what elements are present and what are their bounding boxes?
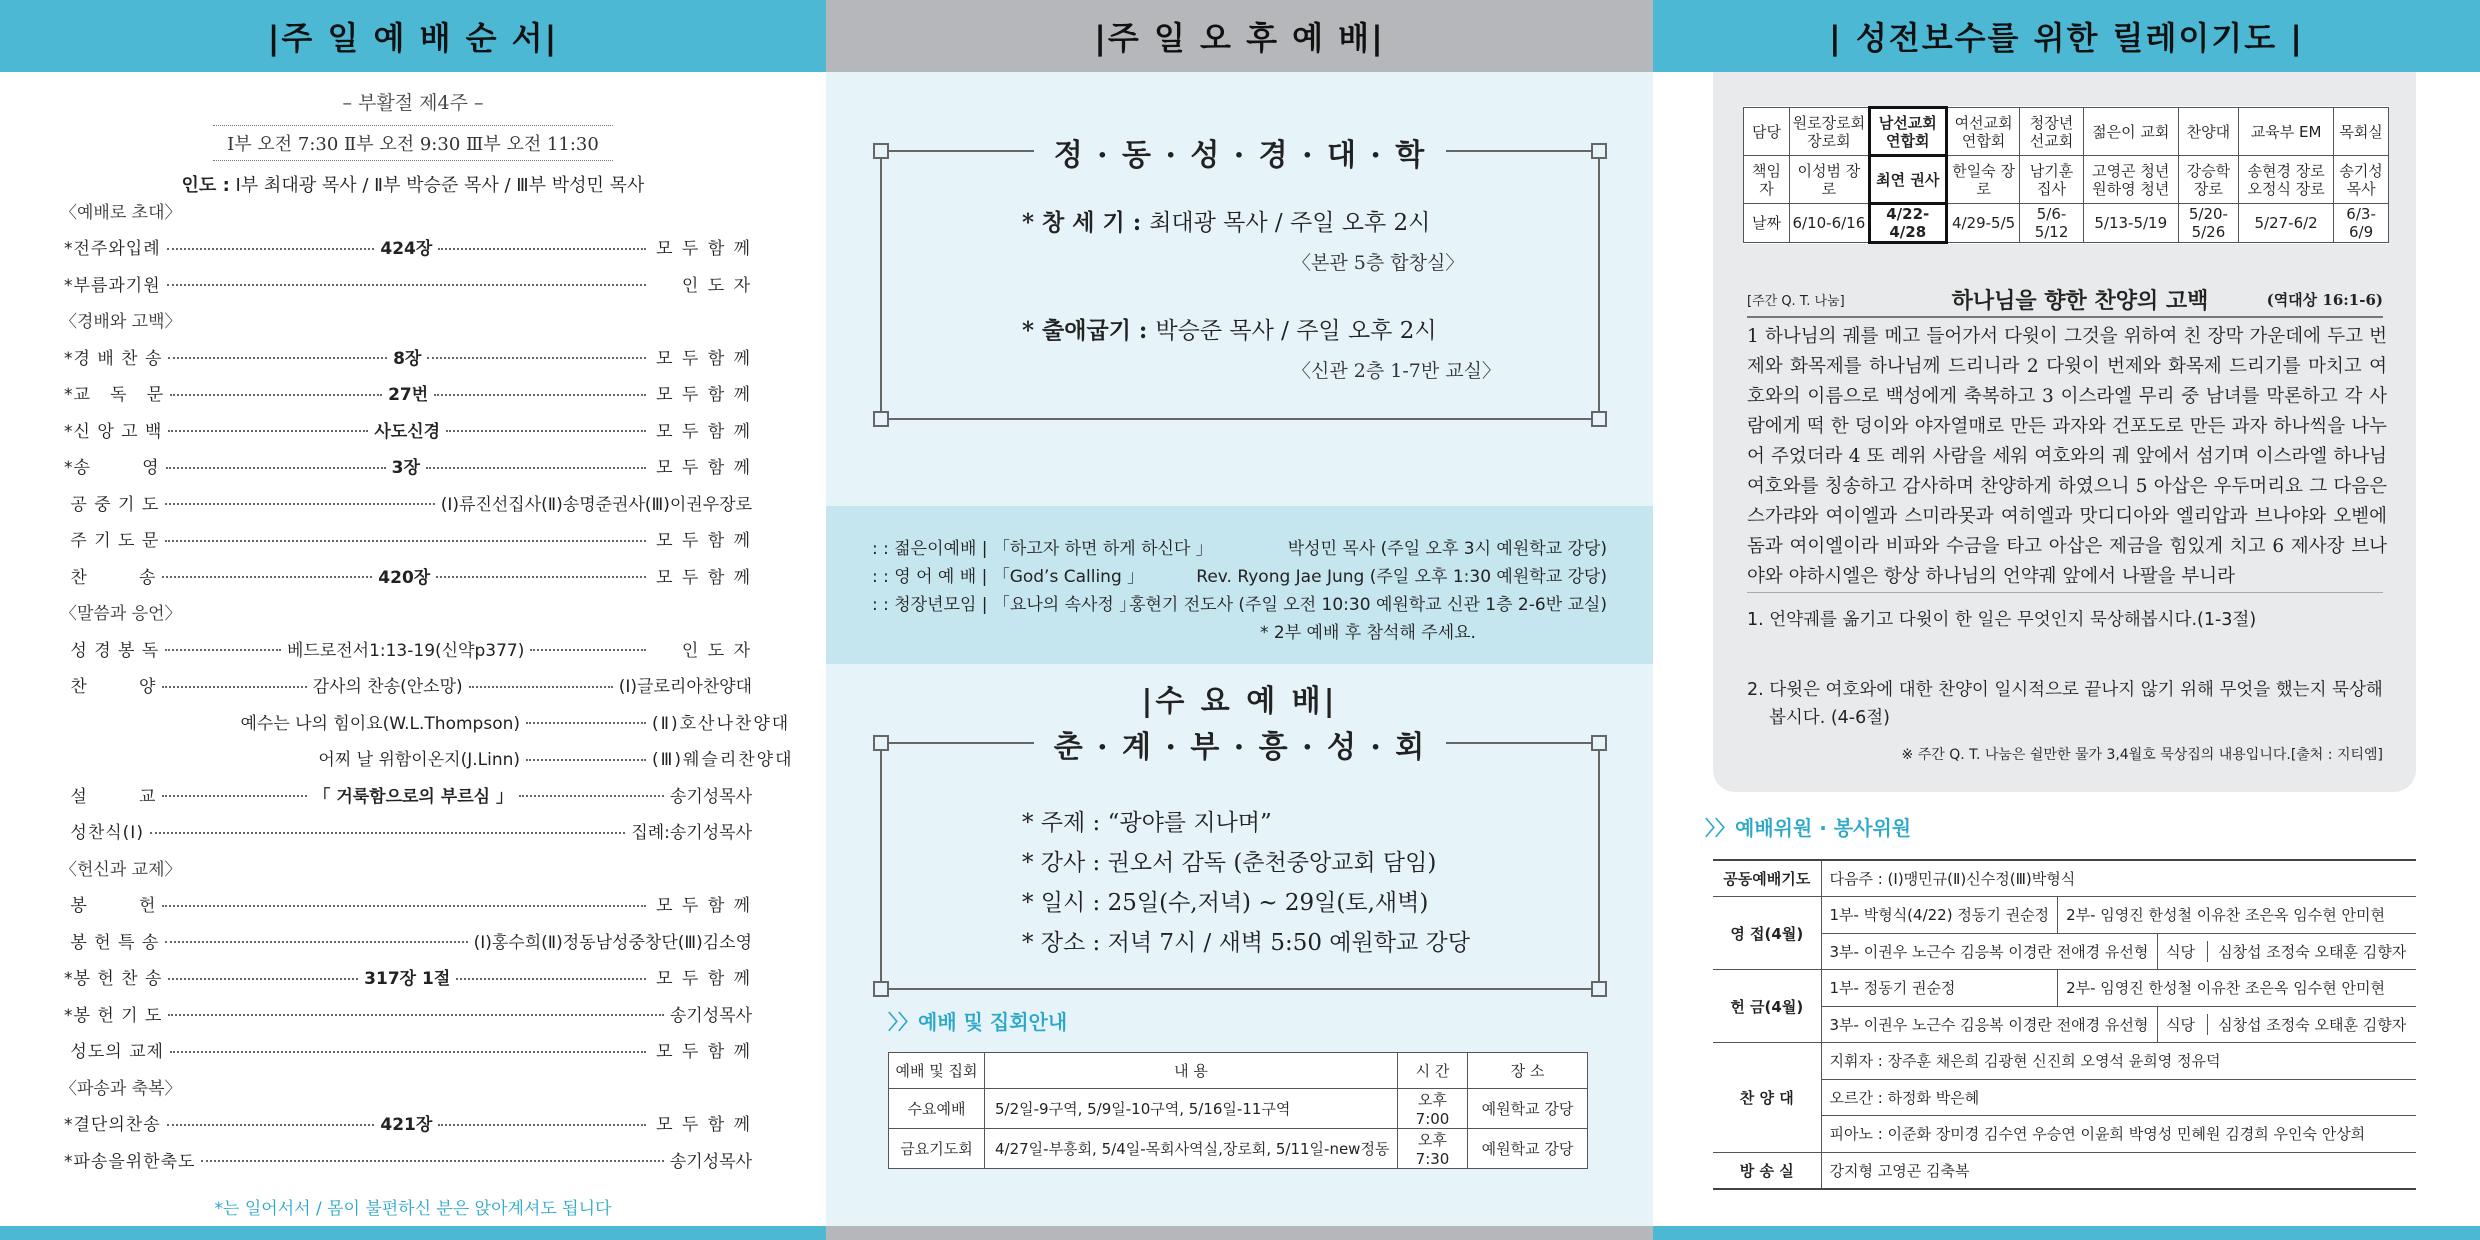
worship-order-item <box>64 959 752 996</box>
item-name: *결단의찬송 <box>64 1115 161 1136</box>
worship-order-item <box>64 1032 752 1069</box>
cafeteria-names: 심창섭 조정숙 오태훈 김향자 <box>2218 1015 2407 1034</box>
table-cell: 최연 권사 <box>1869 156 1946 204</box>
item-performer: 모 두 함 께 <box>656 567 752 588</box>
table-row <box>1744 108 2389 156</box>
dot-leader <box>438 248 646 250</box>
dot-leader <box>427 357 646 359</box>
worship-order-item <box>64 1105 752 1142</box>
schedule-title: 〉〉예배 및 집회안내 <box>888 1010 1068 1034</box>
dot-leader <box>167 1124 375 1126</box>
dot-leader <box>165 649 281 651</box>
item-performer: 모 두 함 께 <box>656 896 752 917</box>
item-detail: 424장 <box>380 239 433 260</box>
afternoon-worship-column <box>826 0 1653 1240</box>
dot-leader <box>162 686 306 688</box>
greeting-label: 영 접(4월) <box>1713 897 1821 970</box>
table-row <box>889 1089 1588 1129</box>
table-header: 내 용 <box>985 1053 1398 1089</box>
worship-order-item <box>64 1141 752 1178</box>
dot-leader <box>469 686 613 688</box>
item-performer: 모 두 함 께 <box>656 531 752 552</box>
relay-prayer-header: | 성전보수를 위한 릴레이기도 | <box>1653 0 2480 72</box>
offering-label: 헌 금(4월) <box>1713 970 1821 1043</box>
worship-order-item <box>64 630 752 667</box>
table-cell: 청장년 선교회 <box>2020 108 2083 156</box>
dot-leader <box>162 795 307 797</box>
item-name: *파송을위한축도 <box>64 1151 196 1172</box>
dot-leader <box>438 1124 646 1126</box>
item-name: *전주와입례 <box>64 239 161 260</box>
worship-order-item <box>64 886 752 923</box>
item-name: 성찬식(Ⅰ) <box>64 823 144 844</box>
revival-frame <box>880 730 1600 990</box>
bible-college-frame <box>880 138 1600 420</box>
frame-corner <box>1591 411 1607 427</box>
order-of-worship-list <box>60 192 794 1178</box>
table-cell: 오후7:30 <box>1398 1129 1468 1169</box>
young-adult-service: : : 젊은이예배 | 「하고자 하면 하게 하신다 」 <box>872 539 1213 559</box>
young-adult-service-detail: 박성민 목사 (주일 오후 3시 예원학교 강당) <box>1287 539 1607 559</box>
offering-cafeteria <box>2158 1006 2416 1043</box>
table-row <box>1713 897 2416 934</box>
standing-note: *는 일어서서 / 몸이 불편하신 분은 앉아계셔도 됩니다 <box>214 1199 612 1219</box>
item-name: 설 교 <box>64 786 157 807</box>
table-cell: 찬양대 <box>2178 108 2238 156</box>
dot-leader <box>170 1051 646 1053</box>
adult-meeting: : : 청장년모임 | 「요나의 속사정 」 <box>872 595 1137 615</box>
dot-leader <box>165 503 434 505</box>
choir-piano: 피아노 : 이준화 장미경 김수연 우승연 이윤희 박영성 민혜원 김경희 우인숙 안상희 <box>1821 1116 2416 1153</box>
table-cell: 이성범 장로 <box>1790 156 1870 204</box>
worship-order-item <box>64 813 752 850</box>
qt-question-1: 1. 언약궤를 옮기고 다윗이 한 일은 무엇인지 묵상해봅시다.(1-3절) <box>1747 610 2257 630</box>
table-cell: 5/2일-9구역, 5/9일-10구역, 5/16일-11구역 <box>985 1089 1398 1129</box>
item-detail: 27번 <box>388 385 429 406</box>
revival-theme: * 주제 : “광야를 지나며” <box>1022 810 1272 836</box>
genesis-line <box>1022 204 1430 237</box>
item-name: 주 기 도 문 <box>64 531 160 552</box>
genesis-label: * 창 세 기 : <box>1022 209 1150 236</box>
worship-order-item <box>64 667 752 704</box>
item-performer: 인 도 자 <box>681 640 752 661</box>
table-row <box>889 1129 1588 1169</box>
qt-question-2: 2. 다윗은 여호와에 대한 찬양이 일시적으로 끝나지 않기 위해 무엇을 했는지 묵상해봅시다. (4-6절) <box>1747 680 2383 728</box>
table-cell: 고영곤 청년 원하영 청년 <box>2083 156 2178 204</box>
item-name: *교 독 문 <box>64 385 165 406</box>
dot-leader <box>426 467 646 469</box>
table-row <box>1744 204 2389 243</box>
qt-scripture: 1 하나님의 궤를 메고 들어가서 다윗이 그것을 위하여 친 장막 가운데에 두고 번제와 화목제를 하나님께 드리니라 2 다윗이 번제와 화목제 드리기를 마치고 여호와의 이름으로 백성에게 축복하고 3 이스라엘 무리 중 남녀를 막론하고 각 사람에게 떡 한 덩이와 야자열매로 만든 과자와 건포도로 만든 과자 하나씩을 나누어 주었더라 4 또 레위 사람을 세워 여호와의 궤 앞에서 섬기며 이스라엘 하나님 여호와를 칭송하고 감사하며 찬양하게 하였으니 5 아삽은 우두머리요 그 다음은 스가랴와 여이엘과 스미라못과 여히엘과 맛디디아와 엘리압과 브나야와 오벧에돔과 여이엘이라 비파와 수금을 타고 아삽은 제금을 힘있게 치고 6 제사장 브나야와 야하시엘은 항상 하나님의 언약궤 앞에서 나팔을 부니라 <box>1747 326 2387 587</box>
offering-2nd: 2부- 임영진 한성철 이유찬 조은옥 임수현 안미현 <box>2058 970 2416 1007</box>
item-performer: 모 두 함 께 <box>656 348 753 369</box>
dot-leader <box>167 284 646 286</box>
footer-bar <box>0 1226 826 1240</box>
table-row <box>1713 1152 2416 1189</box>
relay-prayer-table <box>1743 106 2389 244</box>
table-cell: 4/27일-부흥회, 5/4일-목회사역실,장로회, 5/11일-new정동 <box>985 1129 1398 1169</box>
dot-leader <box>446 430 646 432</box>
table-cell: 5/6-5/12 <box>2020 204 2083 243</box>
item-performer: (Ⅰ)글로리아찬양대 <box>618 677 753 698</box>
worship-order-item <box>64 411 752 448</box>
english-service: : : 영 어 예 배 | 「God’s Calling 」 <box>872 567 1145 587</box>
service-times: Ⅰ부 오전 7:30 Ⅱ부 오전 9:30 Ⅲ부 오전 11:30 <box>213 125 613 161</box>
item-detail: 예수는 나의 힘이요(W.L.Thompson) <box>240 713 520 734</box>
schedule-table <box>888 1052 1588 1169</box>
choir-conductors: 지휘자 : 장주훈 채은희 김광현 신진희 오영석 윤희영 정유덕 <box>1821 1043 2416 1080</box>
table-cell: 날짜 <box>1744 204 1790 243</box>
prayer-names: 다음주 : (Ⅰ)맹민규(Ⅱ)신수정(Ⅲ)박형식 <box>1821 860 2416 897</box>
dot-leader <box>168 430 368 432</box>
item-name: *부름과기원 <box>64 275 161 296</box>
table-cell: 송기성 목사 <box>2334 156 2389 204</box>
item-performer: 모 두 함 께 <box>656 1042 752 1063</box>
item-detail: 어찌 날 위함이온지(J.Linn) <box>318 750 520 771</box>
item-detail: 감사의 찬송(안소망) <box>312 677 463 698</box>
table-row <box>1713 860 2416 897</box>
item-name: *경 배 찬 송 <box>64 348 163 369</box>
dot-leader <box>168 357 387 359</box>
item-performer: 인 도 자 <box>681 275 752 296</box>
item-detail: 「 거룩함으로의 부르심 」 <box>313 786 513 807</box>
cafeteria-label: 식당 <box>2166 941 2208 962</box>
table-row <box>1744 156 2389 204</box>
other-services-band <box>826 506 1653 664</box>
table-cell: 젊은이 교회 <box>2083 108 2178 156</box>
dot-leader <box>165 941 467 943</box>
section-heading: 〈파송과 축복〉 <box>60 1078 182 1099</box>
dot-leader <box>201 1160 663 1162</box>
exodus-line <box>1022 312 1437 345</box>
revival-place: * 장소 : 저녁 7시 / 새벽 5:50 예원학교 강당 <box>1022 930 1470 956</box>
footer-bar <box>826 1226 1653 1240</box>
section-heading: 〈헌신과 교제〉 <box>60 859 182 880</box>
item-name: *봉 헌 기 도 <box>64 1005 163 1026</box>
section-heading: 〈경배와 고백〉 <box>60 312 182 333</box>
table-cell: 6/3-6/9 <box>2334 204 2389 243</box>
dot-leader <box>168 978 358 980</box>
table-header: 장 소 <box>1468 1053 1588 1089</box>
choir-organ: 오르간 : 하정화 박은혜 <box>1821 1079 2416 1116</box>
item-name: 봉 헌 특 송 <box>64 932 160 953</box>
worship-order-item <box>64 375 752 412</box>
dot-leader <box>530 649 646 651</box>
item-performer: 모 두 함 께 <box>656 385 753 406</box>
table-cell: 수요예배 <box>889 1089 985 1129</box>
broadcast-names: 강지형 고영곤 김축복 <box>1821 1152 2416 1189</box>
worship-order-header: |주 일 예 배 순 서| <box>0 0 826 72</box>
item-name: *신 앙 고 백 <box>64 421 163 442</box>
dot-leader <box>166 467 386 469</box>
season-label: – 부활절 제4주 – <box>342 92 484 114</box>
genesis-room: 〈본관 5층 합창실〉 <box>1292 252 1465 274</box>
table-cell: 여선교회 연합회 <box>1946 108 2020 156</box>
worship-order-item <box>64 448 752 485</box>
worship-order-item <box>64 521 752 558</box>
bible-college-title: 정 · 동 · 성 · 경 · 대 · 학 <box>882 130 1598 174</box>
dot-leader <box>519 795 664 797</box>
dot-leader <box>165 540 646 542</box>
leaders-label: 인도 : <box>181 175 230 196</box>
item-detail: 3장 <box>391 458 420 479</box>
table-cell: 송현경 장로 오정식 장로 <box>2239 156 2334 204</box>
section-heading: 〈예배로 초대〉 <box>60 202 182 223</box>
worship-order-item <box>64 703 791 740</box>
item-performer: (Ⅰ)홍수희(Ⅱ)정동남성중창단(Ⅲ)김소영 <box>473 932 752 953</box>
item-name: 성도의 교제 <box>64 1042 164 1063</box>
item-name: 찬 양 <box>64 677 157 698</box>
item-detail: 8장 <box>393 348 422 369</box>
adult-meeting-detail: 홍현기 전도사 (주일 오전 10:30 예원학교 신관 1층 2-6반 교실) <box>1129 595 1607 615</box>
revival-speaker: * 강사 : 권오서 감독 (춘천중앙교회 담임) <box>1022 850 1437 876</box>
choir-label: 찬 양 대 <box>1713 1043 1821 1153</box>
cafeteria-label: 식당 <box>2166 1014 2208 1035</box>
table-cell: 예원학교 강당 <box>1468 1089 1588 1129</box>
item-detail: 421장 <box>380 1115 433 1136</box>
item-performer: 송기성목사 <box>669 1005 752 1026</box>
table-header: 시 간 <box>1398 1053 1468 1089</box>
footer-bar <box>1653 1226 2480 1240</box>
frame-corner <box>873 411 889 427</box>
table-cell: 한일숙 장로 <box>1946 156 2020 204</box>
exodus-label: * 출애굽기 : <box>1022 317 1156 344</box>
item-name: 찬 송 <box>64 567 157 588</box>
greeting-2nd: 2부- 임영진 한성철 이유찬 조은옥 임수현 안미현 <box>2058 897 2416 934</box>
greeting-3rd: 3부- 이권우 노근수 김응복 이경란 전애경 유선형 <box>1821 933 2158 970</box>
service-volunteers-table <box>1713 859 2416 1190</box>
prayer-label: 공동예배기도 <box>1713 860 1821 897</box>
item-performer: 모 두 함 께 <box>656 1115 753 1136</box>
dot-leader <box>526 759 646 761</box>
item-performer: (Ⅲ)웨슬리찬양대 <box>652 750 794 771</box>
item-performer: 모 두 함 께 <box>656 969 753 990</box>
item-performer: 모 두 함 께 <box>656 458 752 479</box>
dot-leader <box>162 905 646 907</box>
exodus-room: 〈신관 2층 1-7반 교실〉 <box>1292 360 1501 382</box>
item-performer: 집례:송기성목사 <box>631 823 752 844</box>
table-cell: 남선교회 연합회 <box>1869 108 1946 156</box>
item-detail: 베드로전서1:13-19(신약p377) <box>286 640 525 661</box>
table-cell: 5/27-6/2 <box>2239 204 2334 243</box>
exodus-text: 박승준 목사 / 주일 오후 2시 <box>1155 318 1437 344</box>
table-cell: 목회실 <box>2334 108 2389 156</box>
dot-leader <box>162 576 372 578</box>
revival-date: * 일시 : 25일(수,저녁) ~ 29일(토,새벽) <box>1022 890 1429 916</box>
frame-corner <box>1591 981 1607 997</box>
item-performer: (Ⅱ)호산나찬양대 <box>652 713 791 734</box>
dot-leader <box>434 394 646 396</box>
item-performer: 모 두 함 께 <box>656 421 753 442</box>
table-header: 예배 및 집회 <box>889 1053 985 1089</box>
table-row <box>1713 970 2416 1007</box>
offering-3rd: 3부- 이권우 노근수 김응복 이경란 전애경 유선형 <box>1821 1006 2158 1043</box>
worship-order-item <box>64 265 752 302</box>
item-performer: 송기성목사 <box>669 786 753 807</box>
worship-order-item <box>64 740 794 777</box>
item-performer: 모 두 함 께 <box>656 239 753 260</box>
qt-reference: (역대상 16:1-6) <box>2266 290 2383 309</box>
qt-title: 하나님을 향한 찬양의 고백 <box>1951 288 2209 314</box>
item-performer: 송기성목사 <box>669 1151 752 1172</box>
section-heading: 〈말씀과 응언〉 <box>60 604 182 625</box>
worship-order-item <box>64 229 752 266</box>
dot-leader <box>167 248 375 250</box>
dot-leader <box>150 832 625 834</box>
table-cell: 금요기도회 <box>889 1129 985 1169</box>
band-note: * 2부 예배 후 참석해 주세요. <box>1260 623 1476 643</box>
table-cell: 남기훈 집사 <box>2020 156 2083 204</box>
leaders-text: Ⅰ부 최대광 목사 / Ⅱ부 박승준 목사 / Ⅲ부 박성민 목사 <box>229 175 645 196</box>
item-detail: 사도신경 <box>374 421 441 442</box>
dot-leader <box>168 1014 663 1016</box>
item-name: *송 영 <box>64 458 160 479</box>
table-cell: 강승학 장로 <box>2178 156 2238 204</box>
item-name: *봉 헌 찬 송 <box>64 969 163 990</box>
wednesday-worship-header: |수 요 예 배| <box>1141 684 1338 719</box>
item-detail: 317장 1절 <box>364 969 451 990</box>
table-cell: 6/10-6/16 <box>1790 204 1870 243</box>
relay-prayer-column <box>1653 0 2480 1240</box>
table-cell: 책임자 <box>1744 156 1790 204</box>
afternoon-worship-header: |주 일 오 후 예 배| <box>826 0 1653 72</box>
service-volunteers-title: 〉〉예배위원 · 봉사위원 <box>1705 816 1912 840</box>
offering-1st: 1부- 정동기 권순정 <box>1821 970 2058 1007</box>
worship-order-item <box>64 484 752 521</box>
dot-leader <box>526 722 646 724</box>
qt-tag: [주간 Q. T. 나눔] <box>1747 293 1845 309</box>
table-cell: 5/13-5/19 <box>2083 204 2178 243</box>
table-cell: 오후7:00 <box>1398 1089 1468 1129</box>
worship-order-column <box>0 0 826 1240</box>
dot-leader <box>170 394 382 396</box>
revival-title: 춘 · 계 · 부 · 흥 · 성 · 회 <box>882 722 1598 766</box>
worship-order-item <box>64 922 752 959</box>
worship-order-item <box>64 557 752 594</box>
table-cell: 예원학교 강당 <box>1468 1129 1588 1169</box>
table-cell: 담당 <box>1744 108 1790 156</box>
frame-corner <box>873 981 889 997</box>
table-header-row <box>889 1053 1588 1089</box>
genesis-text: 최대광 목사 / 주일 오후 2시 <box>1149 210 1431 236</box>
dot-leader <box>436 576 646 578</box>
qt-divider <box>1747 592 2383 593</box>
qt-heading <box>1747 282 2383 318</box>
greeting-1st: 1부- 박형식(4/22) 정동기 권순정 <box>1821 897 2058 934</box>
worship-order-item <box>64 995 752 1032</box>
table-cell: 원로장로회 장로회 <box>1790 108 1870 156</box>
table-cell: 교육부 EM <box>2239 108 2334 156</box>
worship-order-item <box>64 338 752 375</box>
item-detail: 420장 <box>378 567 431 588</box>
table-cell: 5/20-5/26 <box>2178 204 2238 243</box>
qt-source-note: ※ 주간 Q. T. 나눔은 쉴만한 물가 3,4월호 묵상집의 내용입니다.[출처 : 지티엠] <box>1901 747 2383 763</box>
worship-order-item <box>64 776 752 813</box>
item-name: 봉 헌 <box>64 896 157 917</box>
table-cell: 4/29-5/5 <box>1946 204 2020 243</box>
item-name: 성 경 봉 독 <box>64 640 160 661</box>
item-name: 공 중 기 도 <box>64 494 160 515</box>
english-service-detail: Rev. Ryong Jae Jung (주일 오후 1:30 예원학교 강당) <box>1196 567 1607 587</box>
broadcast-label: 방 송 실 <box>1713 1152 1821 1189</box>
dot-leader <box>456 978 646 980</box>
item-performer: (Ⅰ)류진선집사(Ⅱ)송명준권사(Ⅲ)이권우장로 <box>440 494 752 515</box>
greeting-cafeteria <box>2158 933 2416 970</box>
table-row <box>1713 1043 2416 1080</box>
cafeteria-names: 심창섭 조정숙 오태훈 김향자 <box>2218 942 2407 961</box>
table-cell: 4/22-4/28 <box>1869 204 1946 243</box>
